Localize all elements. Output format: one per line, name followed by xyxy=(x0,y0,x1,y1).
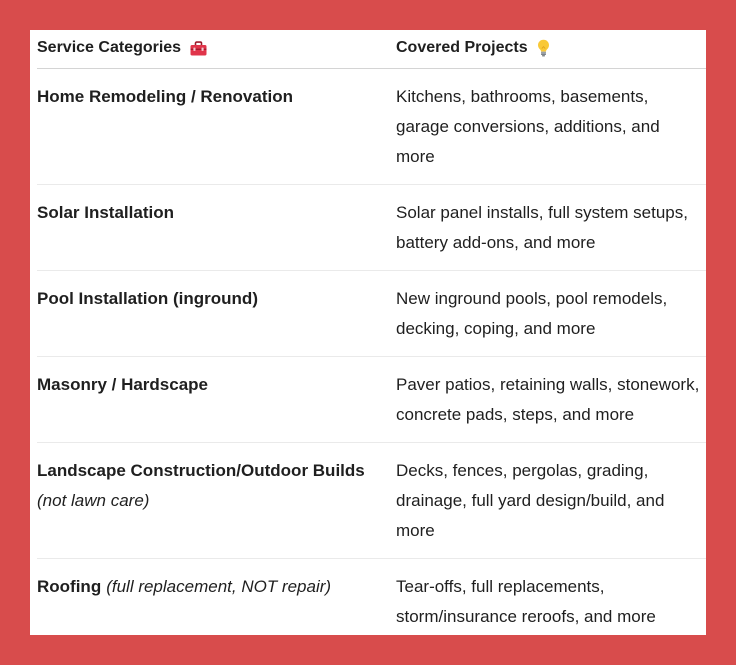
services-table xyxy=(37,30,706,635)
projects-line: Solar panel installs, full system setups, xyxy=(396,203,688,222)
header-service-categories xyxy=(37,33,396,63)
toolbox-icon xyxy=(190,41,207,56)
projects-cell xyxy=(396,198,706,258)
table-row xyxy=(37,185,706,271)
projects-cell xyxy=(396,82,706,172)
category-name: Roofing xyxy=(37,577,102,596)
category-cell xyxy=(37,572,396,632)
category-cell xyxy=(37,370,396,430)
projects-line: more xyxy=(396,147,435,166)
light-bulb-icon xyxy=(537,39,550,57)
projects-line: storm/insurance reroofs, and more xyxy=(396,607,656,626)
projects-line: New inground pools, pool remodels, xyxy=(396,289,668,308)
projects-line: Decks, fences, pergolas, grading, xyxy=(396,461,649,480)
category-name: Home Remodeling / Renovation xyxy=(37,87,293,106)
category-cell xyxy=(37,456,396,546)
projects-cell xyxy=(396,572,706,632)
category-name: Masonry / Hardscape xyxy=(37,375,209,394)
header-covered-projects xyxy=(396,33,706,63)
projects-line: garage conversions, additions, and xyxy=(396,117,660,136)
table-row xyxy=(37,559,706,635)
category-cell xyxy=(37,284,396,344)
projects-cell xyxy=(396,370,706,430)
category-name: Pool Installation (inground) xyxy=(37,289,258,308)
category-cell xyxy=(37,82,396,172)
table-panel xyxy=(30,30,706,635)
table-row xyxy=(37,271,706,357)
category-note: (full replacement, NOT repair) xyxy=(106,577,332,596)
table-row xyxy=(37,443,706,559)
projects-cell xyxy=(396,284,706,344)
table-row xyxy=(37,357,706,443)
projects-line: drainage, full yard design/build, and xyxy=(396,491,665,510)
header-label: Service Categories xyxy=(37,39,182,56)
category-cell xyxy=(37,198,396,258)
projects-line: decking, coping, and more xyxy=(396,319,596,338)
projects-line: more xyxy=(396,521,435,540)
category-note: (not lawn care) xyxy=(37,491,150,510)
projects-cell xyxy=(396,456,706,546)
header-label: Covered Projects xyxy=(396,39,528,56)
table-row xyxy=(37,69,706,185)
projects-line: concrete pads, steps, and more xyxy=(396,405,635,424)
projects-line: Tear-offs, full replacements, xyxy=(396,577,605,596)
category-name: Landscape Construction/Outdoor Builds xyxy=(37,461,365,480)
table-header xyxy=(37,30,706,69)
category-name: Solar Installation xyxy=(37,203,174,222)
projects-line: Paver patios, retaining walls, stonework, xyxy=(396,375,700,394)
projects-line: Kitchens, bathrooms, basements, xyxy=(396,87,649,106)
projects-line: battery add-ons, and more xyxy=(396,233,596,252)
